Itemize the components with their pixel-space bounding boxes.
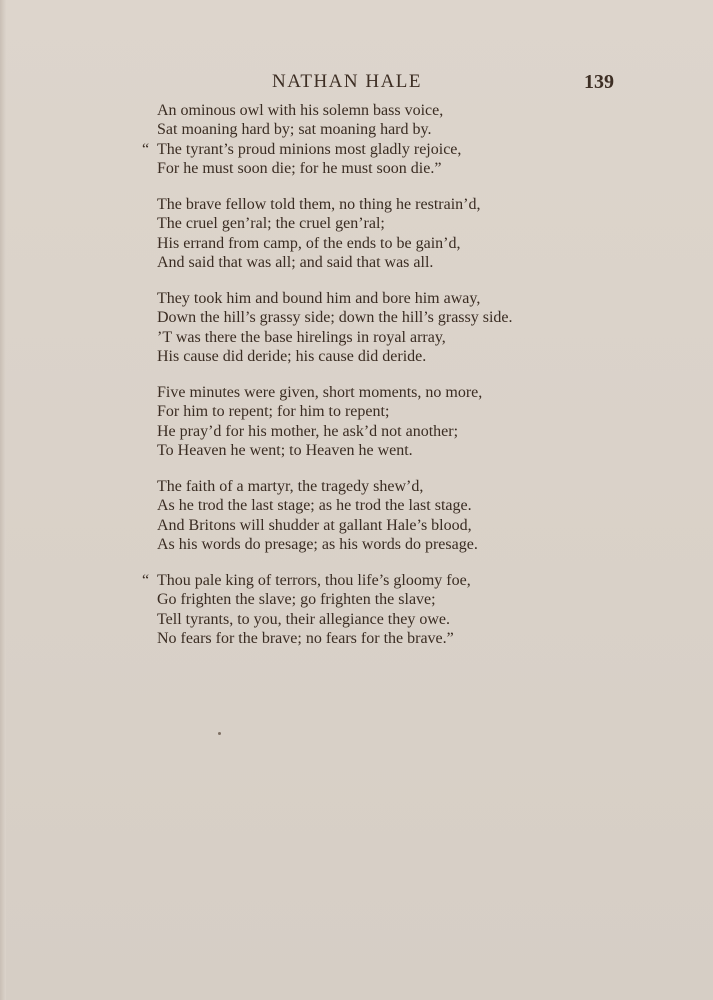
poem-line-text: For him to repent; for him to repent; <box>157 403 390 421</box>
poem-line-text: Thou pale king of terrors, thou life’s gloomy foe, <box>157 571 471 589</box>
poem-line-text: To Heaven he went; to Heaven he went. <box>157 441 413 459</box>
poem-line <box>142 571 577 590</box>
stanza <box>157 477 577 554</box>
stanza <box>157 289 577 366</box>
poem-line <box>157 535 577 554</box>
poem-line <box>157 234 577 253</box>
page-number: 139 <box>584 71 614 93</box>
poem-line-text: His errand from camp, of the ends to be gain’d, <box>157 234 461 252</box>
poem-line <box>157 477 577 496</box>
poem-line-text: And said that was all; and said that was all. <box>157 253 434 271</box>
poem-line <box>157 402 577 421</box>
poem-line <box>157 308 577 327</box>
poem-line-text: For he must soon die; for he must soon die.” <box>157 159 442 177</box>
running-head: NATHAN HALE <box>272 71 423 92</box>
stanza <box>157 195 577 272</box>
poem-line-text: Go frighten the slave; go frighten the slave; <box>157 591 436 609</box>
poem-line <box>157 610 577 629</box>
poem-line-text: The faith of a martyr, the tragedy shew’d, <box>157 477 424 495</box>
poem-line-text: They took him and bound him and bore him away, <box>157 289 481 307</box>
poem-line-text: No fears for the brave; no fears for the brave.” <box>157 629 454 647</box>
poem-line <box>157 496 577 515</box>
poem-line-text: Sat moaning hard by; sat moaning hard by. <box>157 121 432 139</box>
paper-speck <box>218 732 221 735</box>
poem-line <box>157 328 577 347</box>
poem-line-text: As he trod the last stage; as he trod the last stage. <box>157 497 472 515</box>
poem-line <box>157 101 577 120</box>
poem-line-text: ’T was there the base hirelings in royal array, <box>157 328 446 346</box>
poem-line-text: His cause did deride; his cause did deride. <box>157 347 427 365</box>
poem-line-text: The tyrant’s proud minions most gladly rejoice, <box>157 140 462 158</box>
poem-line <box>157 120 577 139</box>
poem-line-text: Down the hill’s grassy side; down the hill’s grassy side. <box>157 309 513 327</box>
poem-line <box>157 422 577 441</box>
poem-line-text: The cruel gen’ral; the cruel gen’ral; <box>157 215 385 233</box>
poem-line-text: An ominous owl with his solemn bass voice, <box>157 102 444 119</box>
poem-line <box>157 253 577 272</box>
opening-quote-mark: “ <box>142 571 150 589</box>
poem-line <box>157 195 577 214</box>
opening-quote-mark: “ <box>142 140 150 158</box>
poem-line <box>157 214 577 233</box>
poem-line <box>157 159 577 178</box>
stanza <box>157 383 577 460</box>
poem-line-text: He pray’d for his mother, he ask’d not another; <box>157 422 459 440</box>
poem-line-text: As his words do presage; as his words do presage. <box>157 535 478 553</box>
stanza <box>142 571 577 648</box>
stanza <box>142 101 577 178</box>
poem-line-text: Five minutes were given, short moments, no more, <box>157 383 483 401</box>
poem-line <box>157 441 577 460</box>
poem-line-text: The brave fellow told them, no thing he restrain’d, <box>157 195 481 213</box>
poem-line <box>157 516 577 535</box>
poem-line <box>157 590 577 609</box>
poem-line <box>142 140 577 159</box>
poem-line <box>157 347 577 366</box>
page-gutter <box>0 0 6 1000</box>
poem-line-text: And Britons will shudder at gallant Hale’s blood, <box>157 516 472 534</box>
poem-line <box>157 383 577 402</box>
poem-body <box>142 101 577 665</box>
poem-line <box>157 629 577 648</box>
poem-line <box>157 289 577 308</box>
poem-line-text: Tell tyrants, to you, their allegiance they owe. <box>157 610 451 628</box>
